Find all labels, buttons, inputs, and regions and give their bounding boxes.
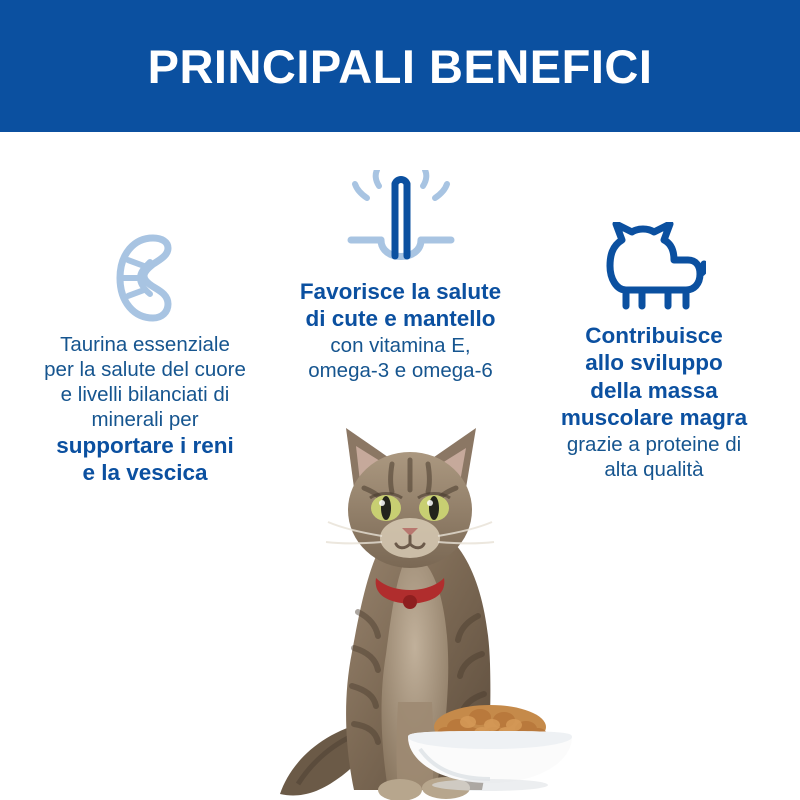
benefit-line: Contribuisce bbox=[585, 323, 723, 348]
hair-follicle-icon bbox=[345, 170, 457, 270]
food-bowl bbox=[400, 687, 580, 792]
benefit-line: della massa bbox=[590, 377, 718, 403]
benefit-line: Taurina essenziale bbox=[60, 333, 230, 356]
benefit-line: grazie a proteine di bbox=[566, 432, 742, 456]
benefit-line: supportare i reni bbox=[56, 433, 234, 458]
benefit-line: Favorisce la salute bbox=[299, 279, 502, 304]
benefit-line: con vitamina E, bbox=[330, 333, 471, 357]
benefit-coat-text bbox=[263, 278, 538, 383]
header-band bbox=[0, 0, 800, 132]
kidney-icon-wrap bbox=[14, 232, 276, 324]
kidney-icon bbox=[104, 232, 186, 324]
page-title: PRINCIPALI BENEFICI bbox=[147, 39, 653, 93]
benefit-coat bbox=[263, 170, 538, 383]
cat-silhouette-icon-wrap bbox=[523, 222, 785, 314]
benefit-kidney bbox=[14, 232, 276, 487]
benefit-line: per la salute del cuore bbox=[44, 358, 246, 381]
benefit-line: muscolare magra bbox=[560, 405, 748, 431]
content-area bbox=[0, 132, 800, 800]
benefit-line: di cute e mantello bbox=[305, 306, 496, 332]
benefit-line: omega-3 e omega-6 bbox=[308, 358, 493, 382]
benefit-line: minerali per bbox=[91, 408, 199, 431]
benefit-line: e la vescica bbox=[82, 460, 208, 486]
benefit-kidney-text bbox=[14, 332, 276, 487]
benefit-line: alta qualità bbox=[604, 457, 704, 481]
hair-follicle-icon-wrap bbox=[263, 170, 538, 270]
cat-silhouette-icon bbox=[602, 222, 706, 314]
benefit-line: allo sviluppo bbox=[585, 350, 723, 376]
benefit-line: e livelli bilanciati di bbox=[60, 383, 230, 406]
